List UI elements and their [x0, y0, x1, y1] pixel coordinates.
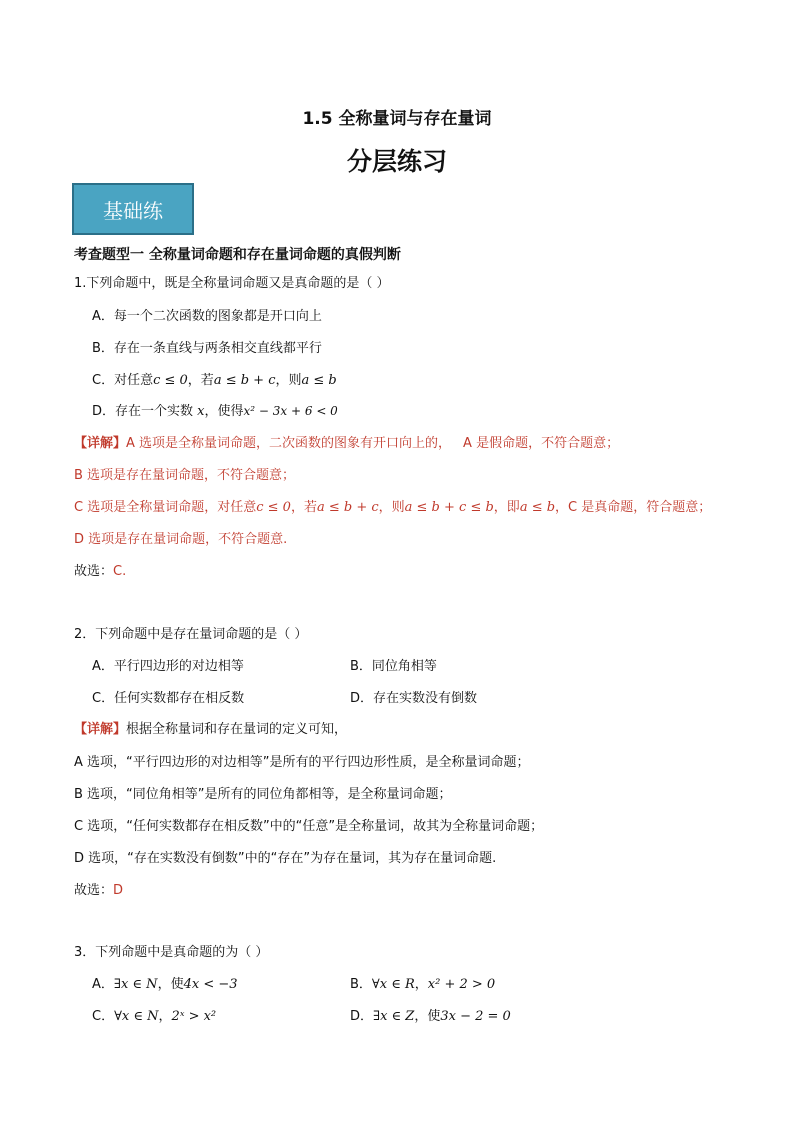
q2-explain-line5: D 选项，“存在实数没有倒数”中的“存在”为存在量词，其为存在量词命题. [74, 851, 497, 866]
q1-explain-line2: B 选项是存在量词命题，不符合题意； [74, 468, 296, 483]
q2-option-c: C．任何实数都存在相反数 [92, 691, 245, 706]
q3-option-c: C．∀x ∈ N，2ˣ > x² [92, 1009, 217, 1024]
q3-stem: 3．下列命题中是真命题的为（ ） [74, 945, 269, 960]
q1-option-d: D．存在一个实数 x，使得x² − 3x + 6 < 0 [92, 404, 338, 419]
q2-explain-line1: 【详解】根据全称量词和存在量词的定义可知， [74, 722, 348, 737]
q3-option-b: B．∀x ∈ R，x² + 2 > 0 [350, 977, 496, 992]
q2-option-b: B．同位角相等 [350, 659, 437, 674]
q2-explain-line2: A 选项，“平行四边形的对边相等”是所有的平行四边形性质，是全称量词命题； [74, 755, 530, 770]
q1-option-c: C．对任意c ≤ 0，若a ≤ b + c，则a ≤ b [92, 373, 337, 388]
q1-explain-line4: D 选项是存在量词命题，不符合题意. [74, 532, 288, 547]
section-title: 考查题型一 全称量词命题和存在量词命题的真假判断 [74, 247, 401, 263]
q1-explain-line1: 【详解】A 选项是全称量词命题，二次函数的图象有开口向上的， A 是假命题，不符合题意； [74, 436, 620, 451]
q2-option-a: A．平行四边形的对边相等 [92, 659, 244, 674]
q1-stem: 1.下列命题中，既是全称量词命题又是真命题的是（ ） [74, 276, 390, 291]
section-badge: 基础练 [72, 183, 194, 235]
q1-option-b: B．存在一条直线与两条相交直线都平行 [92, 341, 322, 356]
page-title: 1.5 全称量词与存在量词 [302, 109, 492, 129]
q2-explain-line4: C 选项，“任何实数都存在相反数”中的“任意”是全称量词，故其为全称量词命题； [74, 819, 544, 834]
page-subtitle: 分层练习 [346, 147, 447, 176]
q2-answer: 故选：D [74, 883, 124, 898]
q3-option-d: D．∃x ∈ Z，使3x − 2 = 0 [350, 1009, 511, 1024]
q1-option-a: A．每一个二次函数的图象都是开口向上 [92, 309, 322, 324]
q2-explain-line3: B 选项，“同位角相等”是所有的同位角都相等，是全称量词命题； [74, 787, 452, 802]
q2-stem: 2．下列命题中是存在量词命题的是（ ） [74, 627, 308, 642]
q2-option-d: D．存在实数没有倒数 [350, 691, 478, 706]
q1-explain-line3: C 选项是全称量词命题，对任意c ≤ 0，若a ≤ b + c，则a ≤ b + c ≤ b，即a ≤ b，C 是真命题，符合题意； [74, 500, 712, 515]
q1-answer: 故选：C. [74, 564, 127, 579]
q3-option-a: A．∃x ∈ N，使4x < −3 [92, 977, 238, 992]
